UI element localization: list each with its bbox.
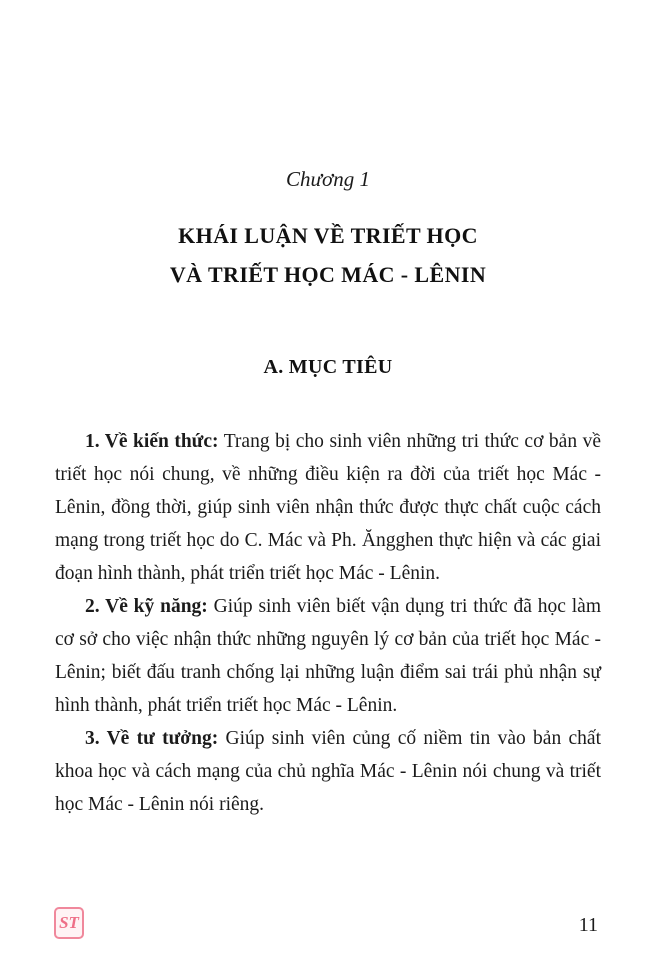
chapter-title bbox=[55, 216, 601, 294]
paragraph-skills bbox=[55, 590, 601, 722]
chapter-label: Chương 1 bbox=[286, 167, 370, 191]
chapter-title-line-2: VÀ TRIẾT HỌC MÁC - LÊNIN bbox=[169, 262, 487, 287]
publisher-logo: ST bbox=[54, 907, 84, 939]
page-number: 11 bbox=[578, 914, 598, 936]
paragraph-knowledge-text: Trang bị cho sinh viên những tri thức cơ bản về triết học nói chung, về những điều kiện ra đời của triết học Mác - Lênin, đồng thời, giúp sinh viên nhận thức được thực chất cuộc cách mạng trong triết học do C. Mác và Ph. Ăngghen thực hiện và các giai đoạn hình thành, phát triển triết học Mác - Lênin. bbox=[55, 431, 601, 584]
paragraph-ideology-lead: 3. Về tư tưởng: bbox=[85, 728, 219, 749]
section-heading: A. MỤC TIÊU bbox=[263, 356, 393, 378]
page-content bbox=[0, 167, 658, 821]
paragraph-knowledge-lead: 1. Về kiến thức: bbox=[85, 431, 219, 452]
paragraph-ideology bbox=[55, 722, 601, 821]
paragraph-ideology-text: Giúp sinh viên củng cố niềm tin vào bản chất khoa học và cách mạng của chủ nghĩa Mác - Lênin nói chung và triết học Mác - Lênin nói riêng. bbox=[55, 728, 601, 815]
paragraph-skills-text: Giúp sinh viên biết vận dụng tri thức đã học làm cơ sở cho việc nhận thức những nguyên lý cơ bản của triết học Mác - Lênin; biết đấu tranh chống lại những luận điểm sai trái phủ nhận sự hình thành, phát triển triết học Mác - Lênin. bbox=[55, 596, 601, 716]
paragraph-knowledge bbox=[55, 425, 601, 590]
paragraph-skills-lead: 2. Về kỹ năng: bbox=[85, 596, 208, 617]
body-text bbox=[55, 425, 601, 821]
chapter-title-line-1: KHÁI LUẬN VỀ TRIẾT HỌC bbox=[178, 223, 478, 248]
